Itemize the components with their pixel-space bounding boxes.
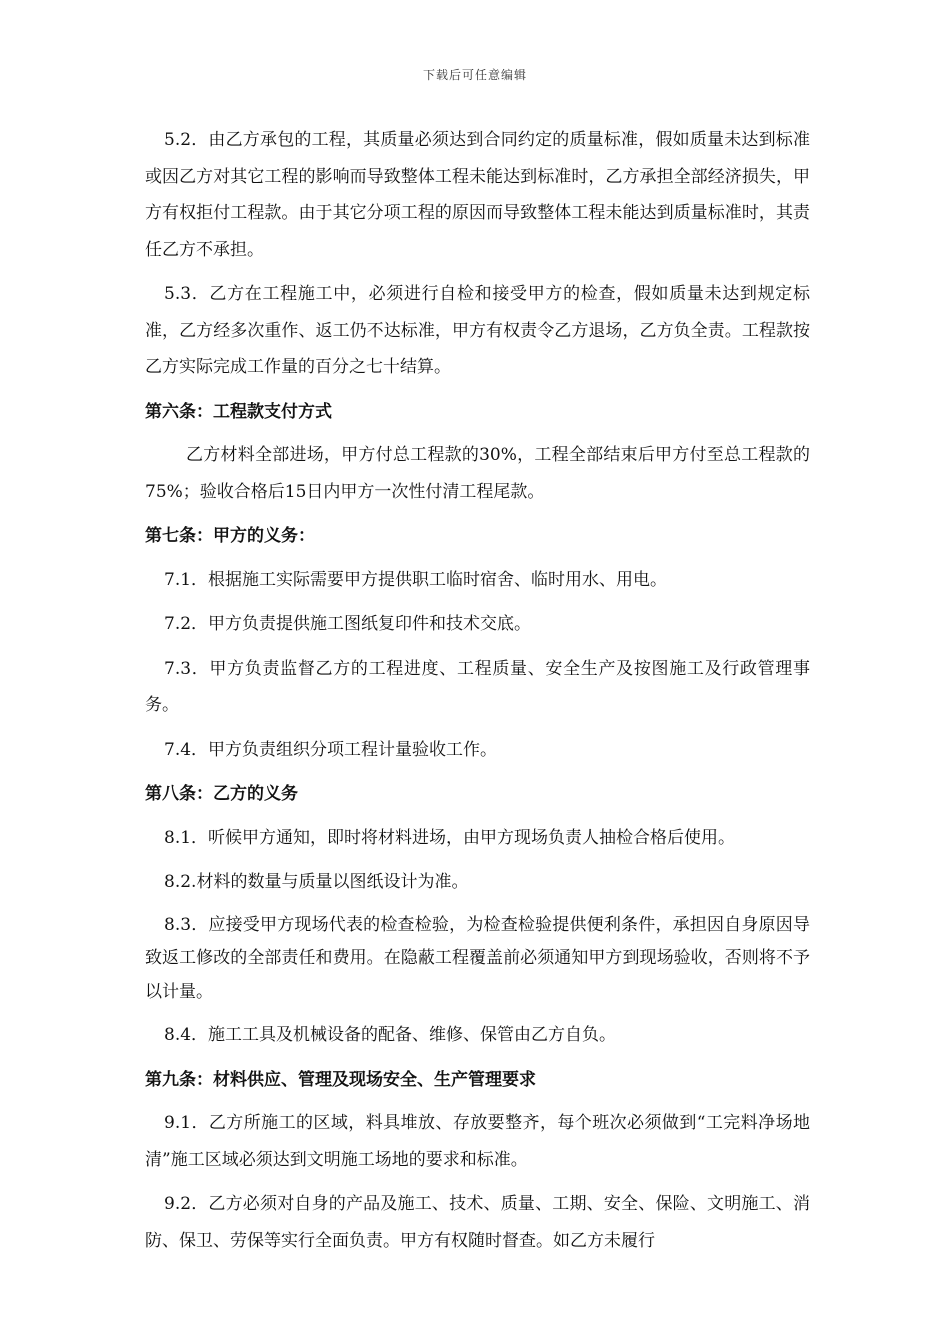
- clause-7-2: 7.2．甲方负责提供施工图纸复印件和技术交底。: [164, 614, 532, 634]
- clause-7-4: 7.4．甲方负责组织分项工程计量验收工作。: [164, 739, 498, 760]
- clause-8-4: 8.4．施工工具及机械设备的配备、维修、保管由乙方自负。: [164, 1025, 617, 1045]
- article-6-heading: 第六条：工程款支付方式: [145, 401, 332, 422]
- document-body: [145, 122, 810, 1267]
- article-8-heading: 第八条：乙方的义务: [145, 784, 298, 804]
- clause-8-3: 8.3．应接受甲方现场代表的检查检验，为检查检验提供便利条件，承担因自身原因导致返工修改的全部责任和费用。在隐蔽工程覆盖前必须通知甲方到现场验收，否则将不予以计量。: [145, 914, 810, 1002]
- clause-9-2: 9.2．乙方必须对自身的产品及施工、技术、质量、工期、安全、保险、文明施工、消防、保卫、劳保等实行全面负责。甲方有权随时督查。如乙方未履行: [145, 1194, 810, 1251]
- article-6-body: 乙方材料全部进场，甲方付总工程款的30%，工程全部结束后甲方付至总工程款的75%；验收合格后15日内甲方一次性付清工程尾款。: [145, 445, 810, 502]
- clause-5-3: 5.3．乙方在工程施工中，必须进行自检和接受甲方的检查，假如质量未达到规定标准，乙方经多次重作、返工仍不达标准，甲方有权责令乙方退场，乙方负全责。工程款按乙方实际完成工作量的百分之七十结算。: [145, 284, 810, 377]
- article-9-heading: 第九条：材料供应、管理及现场安全、生产管理要求: [145, 1069, 536, 1090]
- clause-7-1: 7.1．根据施工实际需要甲方提供职工临时宿舍、临时用水、用电。: [164, 569, 668, 590]
- article-7-heading: 第七条：甲方的义务：: [145, 526, 315, 546]
- clause-9-1: 9.1．乙方所施工的区域，料具堆放、存放要整齐，每个班次必须做到“工完料净场地清”施工区域必须达到文明施工场地的要求和标准。: [145, 1113, 810, 1170]
- clause-5-2: 5.2．由乙方承包的工程，其质量必须达到合同约定的质量标准，假如质量未达到标准或因乙方对其它工程的影响而导致整体工程未能达到标准时，乙方承担全部经济损失，甲方有权拒付工程款。由于其它分项工程的原因而导致整体工程未能达到质量标准时，其责任乙方不承担。: [145, 130, 810, 260]
- clause-8-1: 8.1．听候甲方通知，即时将材料进场，由甲方现场负责人抽检合格后使用。: [164, 827, 736, 848]
- page-header: 下载后可任意编辑: [422, 68, 527, 82]
- clause-7-3: 7.3．甲方负责监督乙方的工程进度、工程质量、安全生产及按图施工及行政管理事务。: [145, 658, 810, 715]
- clause-8-2: 8.2.材料的数量与质量以图纸设计为准。: [164, 872, 469, 892]
